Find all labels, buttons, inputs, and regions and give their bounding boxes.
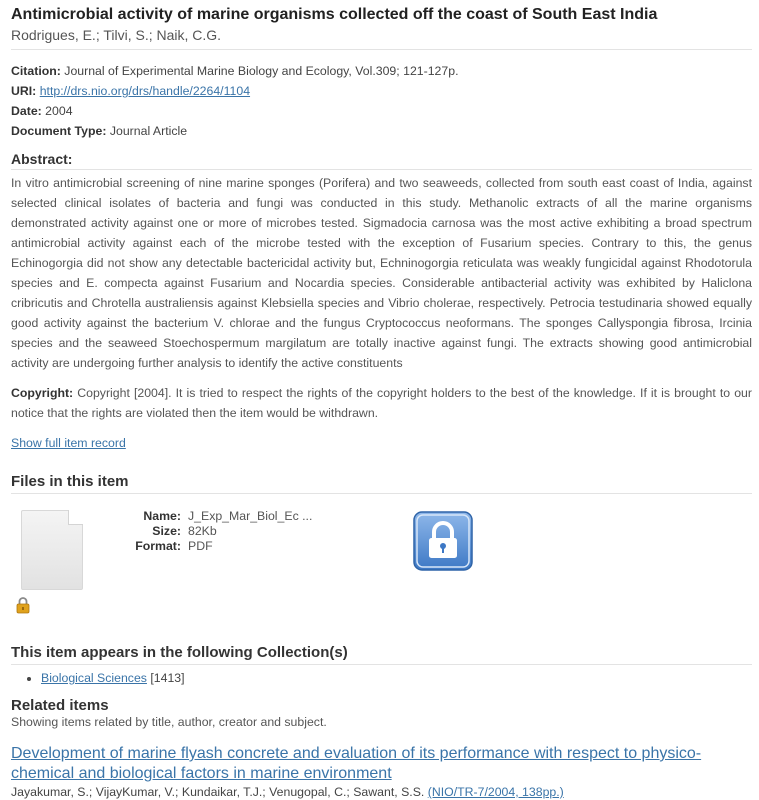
citation-value: Journal of Experimental Marine Biology and Ecology, Vol.309; 121-127p. bbox=[64, 64, 459, 78]
item-title: Antimicrobial activity of marine organisms collected off the coast of South East India bbox=[11, 6, 658, 23]
file-size-row bbox=[111, 524, 312, 539]
file-name-label: Name: bbox=[143, 509, 181, 523]
related-items-subtitle: Showing items related by title, author, creator and subject. bbox=[11, 715, 327, 729]
uri-label: URI: bbox=[11, 84, 37, 98]
file-size-label: Size: bbox=[152, 524, 181, 538]
related-item bbox=[11, 744, 752, 784]
related-items-heading: Related items bbox=[11, 697, 109, 714]
file-format-value: PDF bbox=[188, 539, 213, 553]
file-name-row bbox=[111, 509, 312, 524]
show-full-record-link[interactable]: Show full item record bbox=[11, 436, 126, 450]
related-item-authors-row bbox=[11, 784, 752, 800]
uri-row bbox=[11, 81, 752, 101]
citation-label: Citation: bbox=[11, 64, 61, 78]
item-authors: Rodrigues, E.; Tilvi, S.; Naik, C.G. bbox=[11, 26, 752, 50]
copyright-block bbox=[11, 383, 752, 423]
file-details bbox=[111, 509, 312, 554]
copyright-text: Copyright [2004]. It is tried to respect the rights of the copyright holders to the best of the knowledge. If it is brought to our notice that the rights are violated then the item would be withdrawn. bbox=[11, 386, 752, 420]
collection-count: [1413] bbox=[150, 671, 185, 685]
document-type-value: Journal Article bbox=[109, 124, 188, 138]
collection-link[interactable]: Biological Sciences bbox=[41, 671, 147, 685]
document-type-label: Document Type: bbox=[11, 124, 107, 138]
files-heading: Files in this item bbox=[11, 472, 752, 494]
abstract-heading: Abstract: bbox=[11, 150, 752, 170]
copyright-label: Copyright: bbox=[11, 386, 74, 400]
document-type-row bbox=[11, 121, 752, 141]
file-format-row bbox=[111, 539, 312, 554]
restricted-access-lock-icon[interactable] bbox=[413, 511, 473, 571]
related-item-authors: Jayakumar, S.; VijayKumar, V.; Kundaikar, T.J.; Venugopal, C.; Sawant, S.S. bbox=[11, 785, 425, 799]
item-page bbox=[11, 0, 752, 800]
collection-item bbox=[41, 669, 752, 687]
related-item-title-link[interactable]: Development of marine flyash concrete and evaluation of its performance with respect to physico-chemical and biological factors in marine environment bbox=[11, 745, 702, 782]
file-name-value: J_Exp_Mar_Biol_Ec ... bbox=[188, 509, 313, 523]
uri-link[interactable]: http://drs.nio.org/drs/handle/2264/1104 bbox=[39, 84, 251, 98]
collections-list bbox=[11, 669, 752, 687]
date-value: 2004 bbox=[45, 104, 73, 118]
date-label: Date: bbox=[11, 104, 42, 118]
file-format-label: Format: bbox=[135, 539, 181, 553]
abstract-text: In vitro antimicrobial screening of nine marine sponges (Porifera) and two seaweeds, collected from south east coast of India, against selected clinical isolates of bacteria and fungi was conducted in this study. Methanolic extracts of all the marine organisms demonstrated activity against one or more of microbes tested. Sigmadocia carnosa was the most active exhibiting a broad spectrum antimicrobial activity against each of the microbe tested with the exception of Fusarium species. Contrary to this, the genus Echinogorgia did not show any detectable bactericidal activity but, Echninogorgia reticulata was weakly fungicidal against Rhodotorula species and E. compecta against Fusarium and Nocardia species. Considerable antibacterial activity was exhibited by Haliclona cribricutis and Chrotella australiensis against Klebsiella species and Vibrio cholerae, respectively. Petrocia testudinaria showed equally good activity against the bacterium V. chlorae and the fungus Cryptococcus neoformans. The sponges Callyspongia fibrosa, Ircinia species and the seaweed Stoechospermum margilatum are totally inactive against fungi. The extracts showing good antimicrobial activity are undergoing further analysis to identify the active constituents bbox=[11, 176, 752, 370]
collections-heading: This item appears in the following Collection(s) bbox=[11, 643, 752, 665]
file-size-value: 82Kb bbox=[188, 524, 217, 538]
citation-row bbox=[11, 61, 752, 81]
file-entry bbox=[11, 494, 752, 634]
item-metadata bbox=[11, 61, 752, 141]
padlock-icon bbox=[16, 596, 30, 614]
document-thumbnail-icon[interactable] bbox=[21, 510, 83, 590]
related-item-ref-link[interactable]: (NIO/TR-7/2004, 138pp.) bbox=[427, 785, 564, 799]
date-row bbox=[11, 101, 752, 121]
